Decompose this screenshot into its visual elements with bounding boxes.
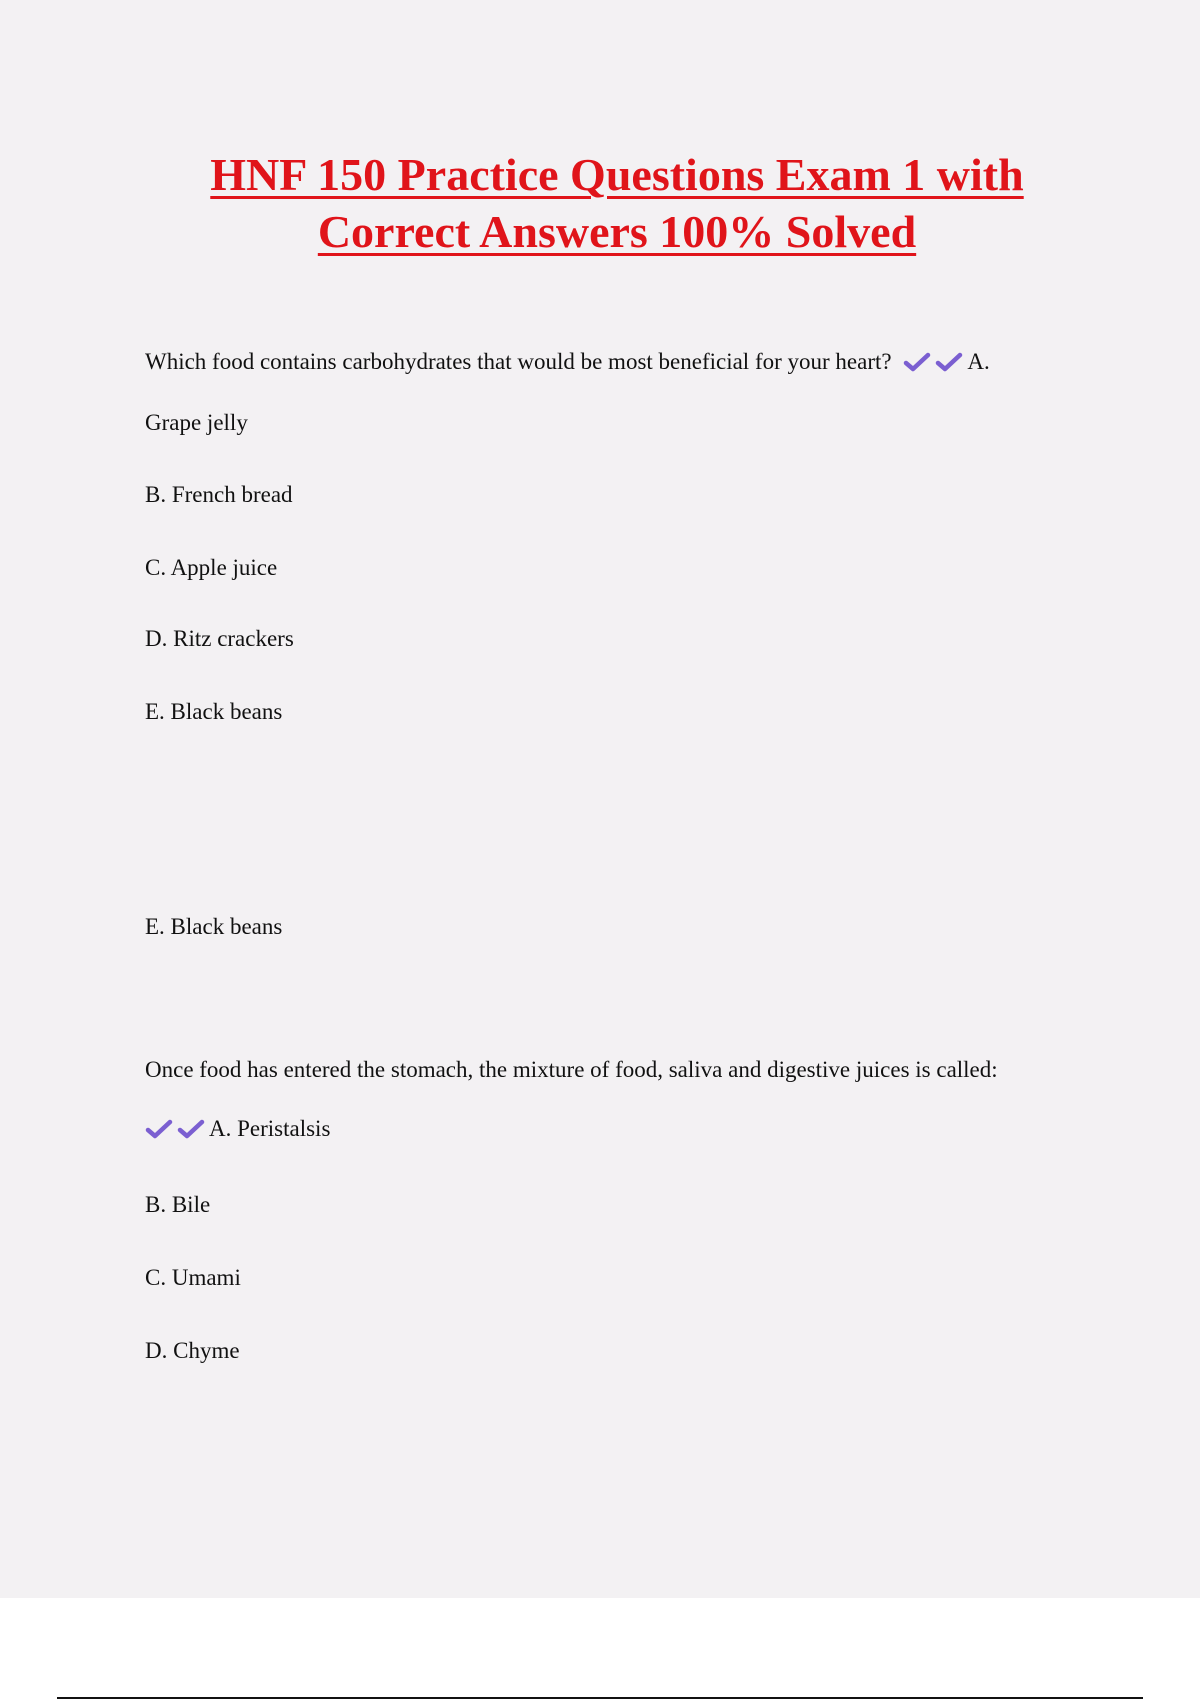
question-2-option: B. Bile xyxy=(145,1192,211,1217)
check-icon xyxy=(935,351,963,373)
question-1-stem-line xyxy=(145,347,990,377)
question-2-option-line xyxy=(145,1114,330,1144)
check-icon xyxy=(177,1118,205,1140)
question-1-option: D. Ritz crackers xyxy=(145,626,294,651)
question-1-option: Grape jelly xyxy=(145,410,248,435)
footer-divider xyxy=(57,1697,1143,1699)
question-1-marked-option: A. xyxy=(967,349,990,374)
question-1-stem: Which food contains carbohydrates that would be most beneficial for your heart? xyxy=(145,349,892,374)
check-icon xyxy=(903,351,931,373)
check-icon xyxy=(145,1118,173,1140)
question-1-option: E. Black beans xyxy=(145,699,283,724)
question-1-option: C. Apple juice xyxy=(145,555,278,580)
question-1-option: B. French bread xyxy=(145,482,293,507)
document-title: HNF 150 Practice Questions Exam 1 with Correct Answers 100% Solved xyxy=(210,149,1024,257)
question-1-answer: E. Black beans xyxy=(145,914,283,939)
question-2-option: C. Umami xyxy=(145,1265,241,1290)
page-footer xyxy=(0,1598,1200,1700)
question-2-option: D. Chyme xyxy=(145,1338,240,1363)
question-2-option: A. Peristalsis xyxy=(209,1116,331,1141)
question-2-stem: Once food has entered the stomach, the mixture of food, saliva and digestive juices is called: xyxy=(145,1057,998,1082)
